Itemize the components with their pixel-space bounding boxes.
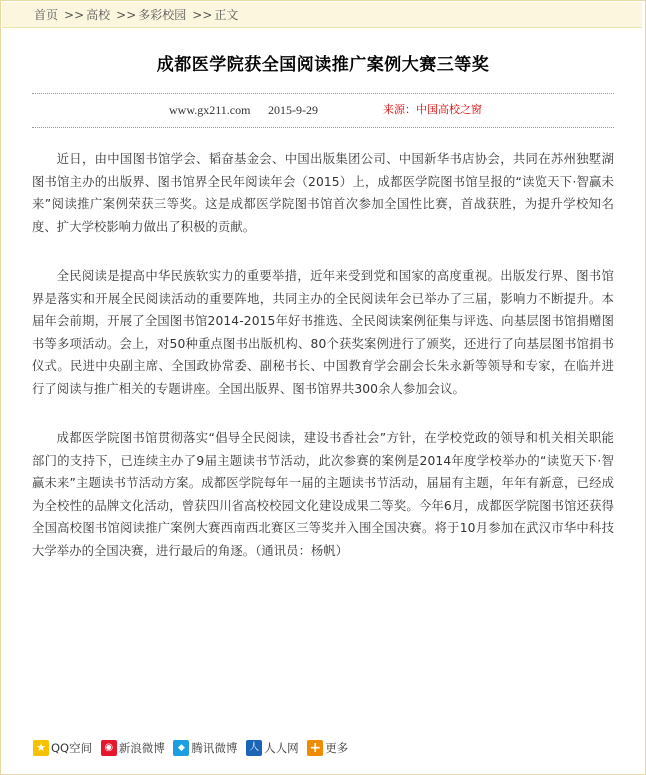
divider <box>32 127 614 128</box>
share-qzone-button[interactable] <box>33 738 92 758</box>
article-body <box>32 148 614 589</box>
breadcrumb-home[interactable]: 首页 <box>34 8 59 22</box>
tencent-weibo-icon <box>173 740 189 756</box>
share-label: QQ空间 <box>51 741 93 755</box>
article-date: 2015-9-29 <box>268 103 318 117</box>
share-bar <box>33 738 353 758</box>
breadcrumb <box>2 2 642 28</box>
breadcrumb-campus-life[interactable]: 多彩校园 <box>138 8 187 22</box>
article-meta <box>0 100 646 120</box>
article-paragraph: 成都医学院图书馆贯彻落实“倡导全民阅读，建设书香社会”方针，在学校党政的领导和机关相关职能部门的支持下，已连续主办了9届主题读书节活动，此次参赛的案例是2014年度学校举办的“读览天下·智赢未来”主题读书节活动方案。成都医学院每年一届的主题读书节活动，届届有主题，年年有新意，已经成为全校性的品牌文化活动，曾获四川省高校校园文化建设成果二等奖。今年6月，成都医学院图书馆还获得全国高校图书馆阅读推广案例大赛西南西北赛区三等奖并入围全国决赛。将于10月参加在武汉市华中科技大学举办的全国决赛，进行最后的角逐。（通讯员：杨帆） <box>32 431 614 558</box>
share-renren-button[interactable] <box>246 738 299 758</box>
article-source: 来源：中国高校之窗 <box>383 103 482 116</box>
article-paragraph: 全民阅读是提高中华民族软实力的重要举措，近年来受到党和国家的高度重视。出版发行界、图书馆界是落实和开展全民阅读活动的重要阵地，共同主办的全民阅读年会已举办了三届，影响力不断提升。本届年会前期，开展了全国图书馆2014-2015年好书推选、全民阅读案例征集与评选、向基层图书馆捐赠图书等多项活动。会上，对50种重点图书出版机构、80个获奖案例进行了颁奖，还进行了向基层图书馆捐书仪式。民进中央副主席、全国政协常委、副秘书长、中国教育学会副会长朱永新等领导和专家，在临并进行了阅读与推广相关的专题讲座。全国出版界、图书馆界共300余人参加会议。 <box>32 269 614 396</box>
share-more-button[interactable] <box>307 738 348 758</box>
share-tencent-weibo-button[interactable] <box>173 738 237 758</box>
article-title: 成都医学院获全国阅读推广案例大赛三等奖 <box>156 55 490 75</box>
share-label: 新浪微博 <box>118 741 165 755</box>
share-sina-weibo-button[interactable] <box>101 738 165 758</box>
breadcrumb-colleges[interactable]: 高校 <box>86 8 111 22</box>
share-label: 人人网 <box>264 741 299 755</box>
breadcrumb-separator: >> <box>192 8 213 22</box>
article-site: www.gx211.com <box>169 103 251 117</box>
share-label: 更多 <box>325 741 349 755</box>
renren-icon <box>246 740 262 756</box>
more-icon <box>307 740 323 756</box>
share-label: 腾讯微博 <box>191 741 238 755</box>
breadcrumb-separator: >> <box>116 8 137 22</box>
breadcrumb-separator: >> <box>64 8 85 22</box>
divider <box>32 93 614 94</box>
article-paragraph: 近日，由中国图书馆学会、韬奋基金会、中国出版集团公司、中国新华书店协会，共同在苏州独墅湖图书馆主办的出版界、图书馆界全民年阅读年会（2015）上，成都医学院图书馆呈报的“读览天下·智赢未来”阅读推广案例荣获三等奖。这是成都医学院图书馆首次参加全国性比赛，首战获胜，为提升学校知名度、扩大学校影响力做出了积极的贡献。 <box>32 152 614 234</box>
qzone-icon <box>33 740 49 756</box>
breadcrumb-current: 正文 <box>214 8 239 22</box>
sina-weibo-icon <box>101 740 117 756</box>
